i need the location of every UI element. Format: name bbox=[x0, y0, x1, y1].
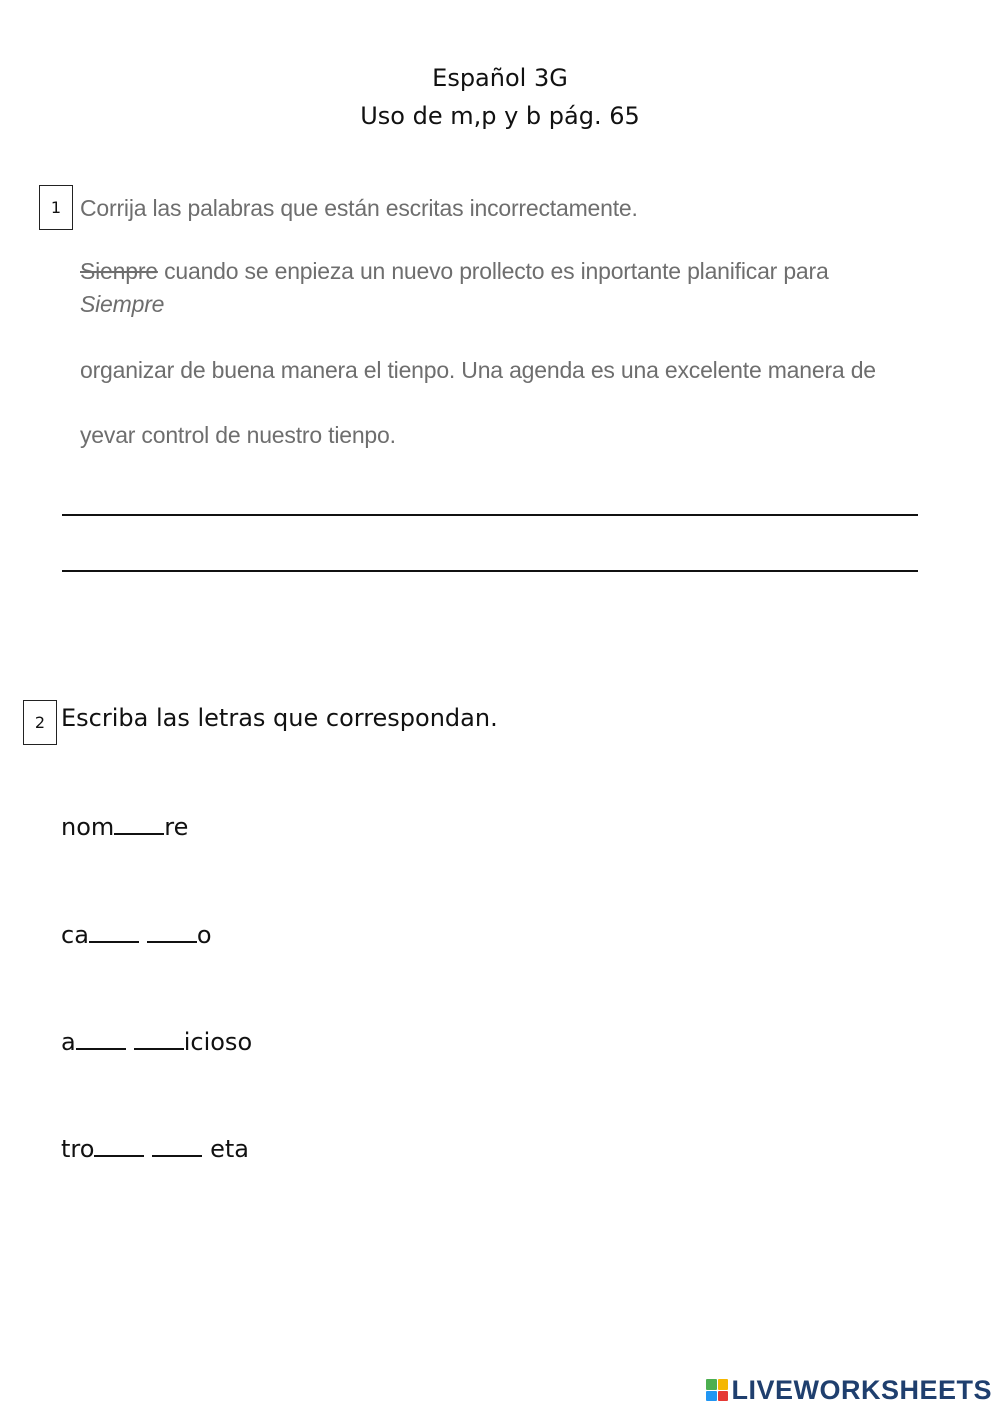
exercise-2-instruction: Escriba las letras que correspondan. bbox=[61, 704, 498, 732]
page-subtitle: Uso de m,p y b pág. 65 bbox=[360, 102, 640, 130]
letter-blank[interactable] bbox=[89, 923, 139, 943]
letter-blank[interactable] bbox=[147, 923, 197, 943]
letter-blank[interactable] bbox=[94, 1137, 144, 1157]
liveworksheets-logo bbox=[706, 1374, 992, 1405]
crossed-word: Sienpre bbox=[80, 258, 158, 284]
letter-blank[interactable] bbox=[134, 1030, 184, 1050]
logo-text: LIVEWORKSHEETS bbox=[731, 1374, 992, 1405]
word-item-4 bbox=[61, 1135, 249, 1163]
word-suffix: eta bbox=[202, 1135, 249, 1163]
exercise-1-line-1 bbox=[80, 258, 829, 285]
page-title: Español 3G bbox=[432, 64, 568, 92]
exercise-1-line-3: yevar control de nuestro tienpo. bbox=[80, 422, 396, 448]
word-item-1 bbox=[61, 813, 188, 841]
word-prefix: tro bbox=[61, 1135, 95, 1163]
answer-line-2[interactable] bbox=[62, 570, 918, 572]
letter-blank[interactable] bbox=[76, 1030, 126, 1050]
word-prefix: a bbox=[61, 1028, 76, 1056]
word-suffix: re bbox=[164, 813, 189, 841]
logo-square bbox=[706, 1391, 717, 1402]
word-item-3 bbox=[61, 1028, 252, 1056]
handwritten-correction: Siempre bbox=[80, 291, 165, 317]
logo-square bbox=[718, 1379, 729, 1390]
answer-line-1[interactable] bbox=[62, 514, 918, 516]
logo-square bbox=[706, 1379, 717, 1390]
line-1-text: cuando se enpieza un nuevo prollecto es inportante planificar para bbox=[157, 258, 829, 284]
logo-square bbox=[718, 1391, 729, 1402]
logo-grid-icon bbox=[706, 1379, 728, 1401]
word-suffix: o bbox=[196, 921, 212, 949]
word-prefix: ca bbox=[61, 921, 89, 949]
word-suffix: icioso bbox=[183, 1028, 253, 1056]
exercise-1-line-2: organizar de buena manera el tienpo. Una agenda es una excelente manera de bbox=[80, 357, 876, 383]
word-item-2 bbox=[61, 921, 212, 949]
letter-blank[interactable] bbox=[152, 1137, 202, 1157]
word-prefix: nom bbox=[61, 813, 115, 841]
letter-blank[interactable] bbox=[114, 815, 164, 835]
exercise-1-number: 1 bbox=[39, 185, 73, 230]
exercise-2-number: 2 bbox=[23, 700, 57, 745]
exercise-1-instruction: Corrija las palabras que están escritas incorrectamente. bbox=[80, 195, 638, 221]
